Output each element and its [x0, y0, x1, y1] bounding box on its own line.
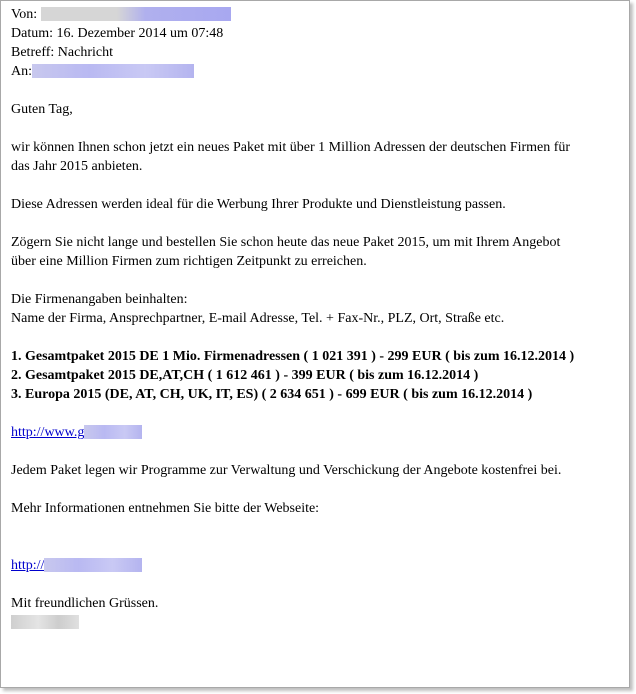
website-link-row	[11, 423, 623, 442]
paragraph-more-info: Mehr Informationen entnehmen Sie bitte der Webseite:	[11, 501, 320, 516]
date-value: 16. Dezember 2014 um 07:48	[56, 26, 224, 41]
closing: Mit freundlichen Grüssen.	[11, 596, 159, 611]
subject-label: Betreff:	[11, 45, 55, 60]
offer-item-1: 1. Gesamtpaket 2015 DE 1 Mio. Firmenadressen ( 1 021 391 ) - 299 EUR ( bis zum 16.12.2014 )	[11, 349, 575, 364]
paragraph-advertising: Diese Adressen werden ideal für die Werbung Ihrer Produkte und Dienstleistung passen.	[11, 197, 506, 212]
to-label: An:	[11, 64, 32, 79]
to-row	[11, 62, 623, 81]
offer-item-3: 3. Europa 2015 (DE, AT, CH, UK, IT, ES) ( 2 634 651 ) - 699 EUR ( bis zum 16.12.2014 )	[11, 387, 533, 402]
email-content	[11, 5, 623, 632]
from-row	[11, 5, 623, 24]
info-link[interactable]: http://	[11, 558, 45, 573]
data-fields-title: Die Firmenangaben beinhalten:	[11, 292, 188, 307]
offer-item-2: 2. Gesamtpaket 2015 DE,AT,CH ( 1 612 461 ) - 399 EUR ( bis zum 16.12.2014 )	[11, 368, 479, 383]
signature-row	[11, 613, 623, 632]
redacted-sender	[41, 7, 231, 21]
greeting: Guten Tag,	[11, 102, 73, 117]
redacted-info-link	[44, 558, 142, 572]
date-label: Datum:	[11, 26, 53, 41]
paragraph-order-now: Zögern Sie nicht lange und bestellen Sie schon heute das neue Paket 2015, um mit Ihrem Angebot über eine Million Firmen zum richtigen Zeitpunkt zu erreichen.	[11, 235, 561, 269]
from-label: Von:	[11, 7, 38, 22]
redacted-link-domain	[84, 425, 142, 439]
subject-value: Nachricht	[57, 45, 113, 60]
redacted-signature	[11, 615, 79, 629]
paragraph-offer-intro: wir können Ihnen schon jetzt ein neues Paket mit über 1 Million Adressen der deutschen Firmen für das Jahr 2015 anbieten.	[11, 140, 571, 174]
paragraph-free-software: Jedem Paket legen wir Programme zur Verwaltung und Verschickung der Angebote kostenfrei bei.	[11, 463, 562, 478]
redacted-recipient	[32, 64, 194, 78]
website-link[interactable]: http://www.g	[11, 425, 85, 440]
info-link-row	[11, 556, 623, 575]
data-fields-list: Name der Firma, Ansprechpartner, E-mail Adresse, Tel. + Fax-Nr., PLZ, Ort, Straße etc.	[11, 311, 505, 326]
date-row	[11, 24, 623, 43]
subject-row	[11, 43, 623, 62]
